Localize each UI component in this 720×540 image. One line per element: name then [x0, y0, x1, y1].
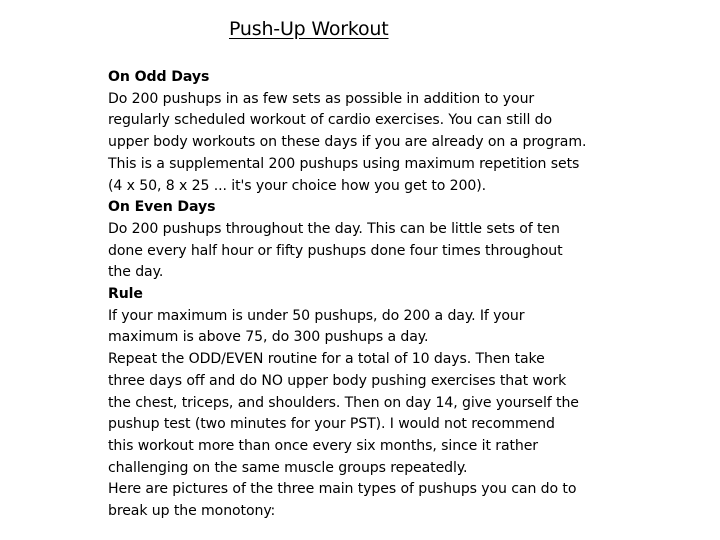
text-line: This is a supplemental 200 pushups using maximum repetition sets	[108, 155, 580, 172]
text-line: regularly scheduled workout of cardio exercises. You can still do	[108, 112, 553, 129]
text-line: the chest, triceps, and shoulders. Then on day 14, give yourself the	[108, 394, 579, 411]
text-line: three days off and do NO upper body pushing exercises that work	[108, 372, 567, 389]
text-line: challenging on the same muscle groups repeatedly.	[108, 459, 468, 476]
text-line: the day.	[108, 264, 164, 281]
text-line: break up the monotony:	[108, 503, 276, 520]
text-line: maximum is above 75, do 300 pushups a day.	[108, 329, 429, 346]
page-title: Push-Up Workout	[229, 18, 389, 40]
text-line: this workout more than once every six months, since it rather	[108, 437, 539, 454]
text-line: Repeat the ODD/EVEN routine for a total of 10 days. Then take	[108, 351, 545, 368]
text-line: upper body workouts on these days if you are already on a program.	[108, 134, 587, 151]
text-line: Here are pictures of the three main types of pushups you can do to	[108, 481, 577, 498]
section-heading-odd-days: On Odd Days	[108, 69, 210, 85]
text-line: If your maximum is under 50 pushups, do 200 a day. If your	[108, 307, 525, 324]
text-line: Do 200 pushups in as few sets as possible in addition to your	[108, 90, 535, 107]
text-line: (4 x 50, 8 x 25 ... it's your choice how you get to 200).	[108, 177, 487, 194]
text-line: pushup test (two minutes for your PST). I would not recommend	[108, 416, 555, 433]
text-line: Do 200 pushups throughout the day. This can be little sets of ten	[108, 220, 560, 237]
workout-text-block	[108, 67, 653, 523]
text-line: done every half hour or fifty pushups done four times throughout	[108, 242, 563, 259]
section-heading-rule: Rule	[108, 286, 143, 303]
section-heading-even-days: On Even Days	[108, 199, 216, 216]
